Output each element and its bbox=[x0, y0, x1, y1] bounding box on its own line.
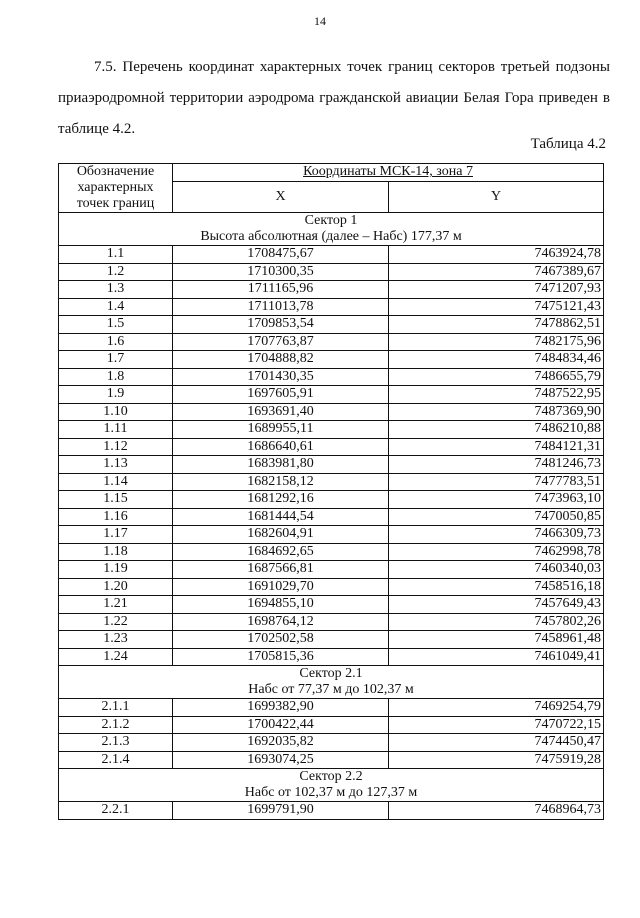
coordinate-x: 1694855,10 bbox=[173, 596, 389, 614]
point-designation: 1.9 bbox=[59, 386, 173, 404]
coordinates-table-body bbox=[59, 164, 604, 820]
coordinate-x: 1707763,87 bbox=[173, 333, 389, 351]
table-row bbox=[59, 578, 604, 596]
table-row bbox=[59, 298, 604, 316]
point-designation: 1.7 bbox=[59, 351, 173, 369]
sector-header bbox=[59, 769, 604, 802]
coordinate-y: 7484121,31 bbox=[389, 438, 604, 456]
table-row bbox=[59, 751, 604, 769]
coordinate-x: 1687566,81 bbox=[173, 561, 389, 579]
coordinate-y: 7482175,96 bbox=[389, 333, 604, 351]
coordinate-x: 1691029,70 bbox=[173, 578, 389, 596]
point-designation: 1.6 bbox=[59, 333, 173, 351]
table-row bbox=[59, 281, 604, 299]
point-designation: 1.15 bbox=[59, 491, 173, 509]
table-row bbox=[59, 508, 604, 526]
sector-header bbox=[59, 666, 604, 699]
sector-title: Сектор 2.1 bbox=[299, 666, 363, 681]
coordinate-x: 1699382,90 bbox=[173, 699, 389, 717]
point-designation: 1.12 bbox=[59, 438, 173, 456]
coordinate-x: 1693691,40 bbox=[173, 403, 389, 421]
coordinate-y: 7487369,90 bbox=[389, 403, 604, 421]
table-row bbox=[59, 526, 604, 544]
point-designation: 1.17 bbox=[59, 526, 173, 544]
table-row bbox=[59, 246, 604, 264]
coordinate-y: 7478862,51 bbox=[389, 316, 604, 334]
point-designation: 1.11 bbox=[59, 421, 173, 439]
table-row bbox=[59, 368, 604, 386]
coordinate-x: 1709853,54 bbox=[173, 316, 389, 334]
coordinate-y: 7471207,93 bbox=[389, 281, 604, 299]
coordinate-x: 1710300,35 bbox=[173, 263, 389, 281]
table-row bbox=[59, 648, 604, 666]
table-caption: Таблица 4.2 bbox=[530, 136, 606, 152]
header-x: X bbox=[173, 181, 389, 212]
coordinate-y: 7487522,95 bbox=[389, 386, 604, 404]
coordinate-y: 7475121,43 bbox=[389, 298, 604, 316]
sector-header-row bbox=[59, 213, 604, 246]
coordinate-x: 1683981,80 bbox=[173, 456, 389, 474]
point-designation: 1.18 bbox=[59, 543, 173, 561]
point-designation: 1.19 bbox=[59, 561, 173, 579]
coordinate-x: 1684692,65 bbox=[173, 543, 389, 561]
coordinate-x: 1681292,16 bbox=[173, 491, 389, 509]
coordinate-x: 1711013,78 bbox=[173, 298, 389, 316]
point-designation: 2.1.1 bbox=[59, 699, 173, 717]
point-designation: 1.10 bbox=[59, 403, 173, 421]
coordinate-y: 7470722,15 bbox=[389, 716, 604, 734]
point-designation: 1.20 bbox=[59, 578, 173, 596]
coordinate-y: 7466309,73 bbox=[389, 526, 604, 544]
coordinate-x: 1681444,54 bbox=[173, 508, 389, 526]
table-row bbox=[59, 734, 604, 752]
header-y: Y bbox=[389, 181, 604, 212]
coordinate-y: 7468964,73 bbox=[389, 802, 604, 820]
point-designation: 1.2 bbox=[59, 263, 173, 281]
table-row bbox=[59, 561, 604, 579]
sector-header-row bbox=[59, 666, 604, 699]
point-designation: 2.1.2 bbox=[59, 716, 173, 734]
coordinate-x: 1689955,11 bbox=[173, 421, 389, 439]
table-row bbox=[59, 263, 604, 281]
table-row bbox=[59, 596, 604, 614]
point-designation: 1.21 bbox=[59, 596, 173, 614]
sector-subtitle: Набс от 77,37 м до 102,37 м bbox=[248, 682, 414, 697]
table-row bbox=[59, 699, 604, 717]
table-row bbox=[59, 438, 604, 456]
sector-title: Сектор 2.2 bbox=[299, 769, 363, 784]
table-row bbox=[59, 456, 604, 474]
point-designation: 1.8 bbox=[59, 368, 173, 386]
table-row bbox=[59, 333, 604, 351]
coordinate-y: 7474450,47 bbox=[389, 734, 604, 752]
sector-header bbox=[59, 213, 604, 246]
coordinate-x: 1686640,61 bbox=[173, 438, 389, 456]
point-designation: 1.23 bbox=[59, 631, 173, 649]
point-designation: 1.13 bbox=[59, 456, 173, 474]
coordinate-x: 1693074,25 bbox=[173, 751, 389, 769]
sector-subtitle: Высота абсолютная (далее – Набс) 177,37 м bbox=[200, 229, 462, 244]
coordinate-x: 1705815,36 bbox=[173, 648, 389, 666]
coordinate-x: 1700422,44 bbox=[173, 716, 389, 734]
header-point-designation: Обозначение характерных точек границ bbox=[59, 164, 173, 213]
coordinate-x: 1699791,90 bbox=[173, 802, 389, 820]
point-designation: 1.24 bbox=[59, 648, 173, 666]
table-row bbox=[59, 802, 604, 820]
page-number: 14 bbox=[314, 14, 326, 28]
point-designation: 1.4 bbox=[59, 298, 173, 316]
header-coordinates-system: Координаты МСК-14, зона 7 bbox=[173, 164, 604, 182]
sector-title: Сектор 1 bbox=[304, 213, 358, 228]
sector-subtitle: Набс от 102,37 м до 127,37 м bbox=[244, 785, 418, 800]
point-designation: 1.5 bbox=[59, 316, 173, 334]
coordinate-y: 7462998,78 bbox=[389, 543, 604, 561]
coordinate-y: 7475919,28 bbox=[389, 751, 604, 769]
table-row bbox=[59, 403, 604, 421]
coordinate-y: 7486210,88 bbox=[389, 421, 604, 439]
coordinate-x: 1711165,96 bbox=[173, 281, 389, 299]
table-header-row bbox=[59, 164, 604, 182]
table-row bbox=[59, 613, 604, 631]
coordinate-x: 1682604,91 bbox=[173, 526, 389, 544]
point-designation: 1.1 bbox=[59, 246, 173, 264]
point-designation: 1.16 bbox=[59, 508, 173, 526]
coordinate-y: 7477783,51 bbox=[389, 473, 604, 491]
table-row bbox=[59, 543, 604, 561]
intro-paragraph: 7.5. Перечень координат характерных точек границ секторов третьей подзоны приаэродромной территории аэродрома гражданской авиации Белая Гора приведен в таблице 4.2. bbox=[58, 59, 610, 137]
coordinate-x: 1682158,12 bbox=[173, 473, 389, 491]
coordinate-x: 1704888,82 bbox=[173, 351, 389, 369]
coordinate-y: 7467389,67 bbox=[389, 263, 604, 281]
coordinate-y: 7463924,78 bbox=[389, 246, 604, 264]
table-row bbox=[59, 631, 604, 649]
coordinate-y: 7460340,03 bbox=[389, 561, 604, 579]
coordinate-y: 7457802,26 bbox=[389, 613, 604, 631]
point-designation: 1.22 bbox=[59, 613, 173, 631]
coordinate-y: 7457649,43 bbox=[389, 596, 604, 614]
coordinate-y: 7469254,79 bbox=[389, 699, 604, 717]
table-row bbox=[59, 491, 604, 509]
table-row bbox=[59, 421, 604, 439]
coordinate-y: 7470050,85 bbox=[389, 508, 604, 526]
coordinate-y: 7458961,48 bbox=[389, 631, 604, 649]
table-row bbox=[59, 473, 604, 491]
coordinate-y: 7461049,41 bbox=[389, 648, 604, 666]
point-designation: 2.1.3 bbox=[59, 734, 173, 752]
coordinate-x: 1698764,12 bbox=[173, 613, 389, 631]
coordinates-table bbox=[58, 163, 604, 820]
table-row bbox=[59, 316, 604, 334]
sector-header-row bbox=[59, 769, 604, 802]
coordinate-y: 7458516,18 bbox=[389, 578, 604, 596]
point-designation: 1.3 bbox=[59, 281, 173, 299]
point-designation: 2.2.1 bbox=[59, 802, 173, 820]
coordinate-x: 1697605,91 bbox=[173, 386, 389, 404]
coordinate-x: 1708475,67 bbox=[173, 246, 389, 264]
coordinate-y: 7481246,73 bbox=[389, 456, 604, 474]
coordinate-y: 7486655,79 bbox=[389, 368, 604, 386]
coordinate-y: 7473963,10 bbox=[389, 491, 604, 509]
table-row bbox=[59, 386, 604, 404]
table-row bbox=[59, 716, 604, 734]
coordinate-x: 1692035,82 bbox=[173, 734, 389, 752]
point-designation: 1.14 bbox=[59, 473, 173, 491]
coordinate-x: 1701430,35 bbox=[173, 368, 389, 386]
point-designation: 2.1.4 bbox=[59, 751, 173, 769]
coordinate-y: 7484834,46 bbox=[389, 351, 604, 369]
table-row bbox=[59, 351, 604, 369]
coordinate-x: 1702502,58 bbox=[173, 631, 389, 649]
